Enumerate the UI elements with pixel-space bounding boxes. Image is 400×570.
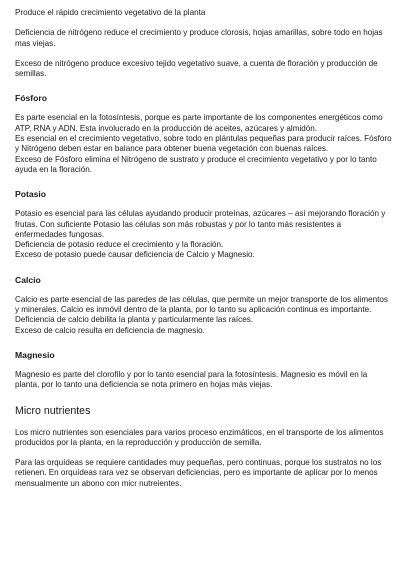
- magnesio-paragraph-1: Magnesio es parte del clorofilo y por lo tanto esencial para la fotosíntesis. Magnesio es móvil en la planta, por lo tanto una deficiencia se nota primero en hojas más viejas.: [15, 369, 368, 390]
- section-body-fosforo: [15, 113, 392, 175]
- potasio-paragraph-1: Potasio es esencial para las células ayudando producir proteínas, azúcares – así mejorando floración y frutas. Con suficiente Potasio las células son más robustas y por lo tanto más resistentes a enfermedades fungosas.: [15, 209, 386, 239]
- section-title-calcio: Calcio: [15, 274, 41, 285]
- potasio-paragraph-2: Deficiencia de potasio reduce el crecimiento y la floración.: [15, 240, 224, 250]
- section-title-fosforo: Fósforo: [15, 93, 47, 104]
- fosforo-paragraph-1: Es parte esencial en la fotosíntesis, porque es parte importante de los componentes energéticos como ATP, RNA y ADN. Esta involucrado en la producción de aceites, azúcares y almidón.: [15, 113, 383, 133]
- calcio-paragraph-2: Deficiencia de calcio debilita la planta y particularmente las raíces.: [15, 315, 253, 325]
- section-title-potasio: Potasio: [15, 189, 47, 200]
- calcio-paragraph-1: Calcio es parte esencial de las paredes de las células, que permite un mejor transporte de los alimentos y minerales. Calcio es inmóvil dentro de la planta, por lo tanto su aplicación continua es importante.: [15, 294, 388, 315]
- intro-paragraph-2: Deficiencia de nitrógeno reduce el crecimiento y produce clorosis, hojas amarillas, sobre todo en hojas mas viejas.: [15, 28, 383, 48]
- micro-paragraph-1: Los micro nutrientes son esenciales para varios proceso enzimáticos, en el transporte de los alimentos producidos por la planta, en la reproducción y producción de semilla.: [15, 427, 384, 447]
- intro-paragraph-3: Exceso de nitrógeno produce excesivo tejido vegetativo suave, a cuenta de floración y producción de semillas.: [15, 58, 378, 79]
- section-title-magnesio: Magnesio: [15, 349, 55, 360]
- section-body-potasio: [15, 209, 392, 260]
- micro-paragraph-2: Para las orquídeas se requiere cantidades muy pequeñas, pero continuas, porque los sustratos no los retienen. En orquídeas rara vez se observan deficiencias, pero es importante de aplicar por lo menos mensualmente un abono con micr nutreientes.: [15, 458, 382, 488]
- section-title-micro-nutrientes: Micro nutrientes: [15, 404, 91, 417]
- fosforo-paragraph-3: Exceso de Fósforo elimina el Nitrógeno de sustrato y produce el crecimiento vegetativo y por lo tanto ayuda en la floración.: [15, 154, 377, 174]
- section-body-magnesio: [15, 370, 392, 391]
- fosforo-paragraph-2: Es esencial en el crecimiento vegetativo, sobre todo en plántulas pequeñas para producir raíces. Fósforo y Nitrógeno deben estar en balance para obtener buena vegetación con buenas raíces.: [15, 134, 392, 154]
- potasio-paragraph-3: Exceso de potasio puede causar deficiencia de Calcio y Magnesio.: [15, 250, 255, 260]
- intro-paragraph-1: Produce el rápido crecimiento vegetativo de la planta: [15, 8, 206, 17]
- calcio-paragraph-3: Exceso de calcio resulta en deficiencia de magnesio.: [15, 325, 205, 335]
- section-body-calcio: [15, 295, 392, 336]
